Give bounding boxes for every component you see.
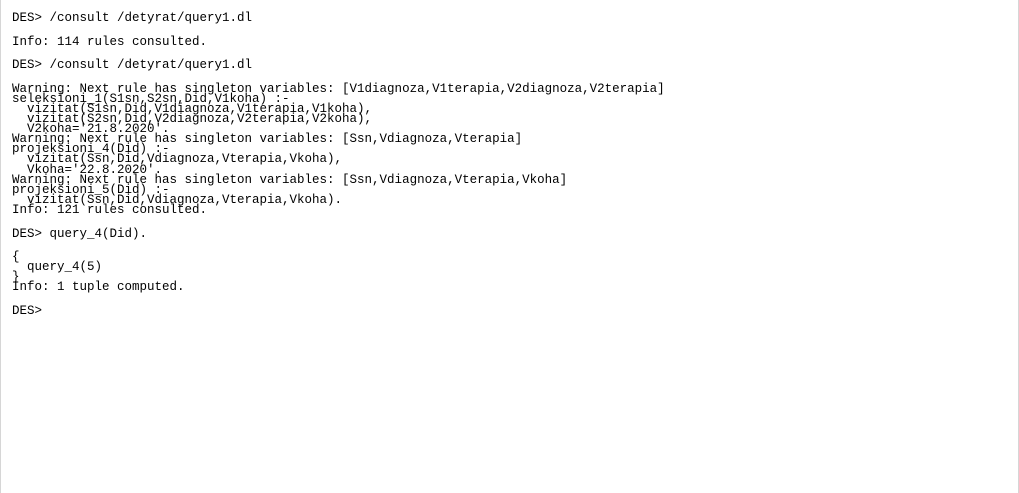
console-line: vizitat(S2sn,Did,V2diagnoza,V2terapia,V2koha),: [12, 112, 373, 127]
console-line: query_4(5): [12, 260, 103, 275]
console-line: DES> /consult /detyrat/query1.dl: [12, 11, 253, 25]
console-line: Info: 1 tuple computed.: [12, 280, 185, 295]
console-line: Warning: Next rule has singleton variables: [Ssn,Vdiagnoza,Vterapia,Vkoha]: [12, 172, 568, 187]
console-gap: [12, 215, 1018, 229]
console-line: Warning: Next rule has singleton variables: [Ssn,Vdiagnoza,Vterapia]: [12, 132, 523, 147]
console-line: DES>: [12, 303, 43, 318]
console-gap: [12, 292, 1018, 306]
console-line: projeksioni_4(Did) :-: [12, 142, 170, 157]
console-line: vizitat(Ssn,Did,Vdiagnoza,Vterapia,Vkoha).: [12, 192, 343, 207]
console-gap: [12, 239, 1018, 253]
console-line: V2koha='21.8.2020'.: [12, 122, 170, 137]
console-line: seleksioni_1(S1sn,S2sn,Did,V1koha) :-: [12, 91, 290, 106]
console-line: {: [12, 250, 20, 265]
console-line: vizitat(Ssn,Did,Vdiagnoza,Vterapia,Vkoha),: [12, 152, 343, 167]
console-line: projeksioni_5(Did) :-: [12, 182, 170, 197]
console-line: Info: 121 rules consulted.: [12, 202, 208, 217]
console-line: }: [12, 270, 20, 285]
console-line: Warning: Next rule has singleton variables: [V1diagnoza,V1terapia,V2diagnoza,V2terapia]: [12, 81, 665, 96]
console-line: DES> query_4(Did).: [12, 226, 148, 241]
console-line: DES> /consult /detyrat/query1.dl: [12, 58, 253, 73]
console-line: Vkoha='22.8.2020'.: [12, 162, 163, 177]
console-line: vizitat(S1sn,Did,V1diagnoza,V1terapia,V1koha),: [12, 101, 373, 116]
console-line: Info: 114 rules consulted.: [12, 34, 208, 49]
